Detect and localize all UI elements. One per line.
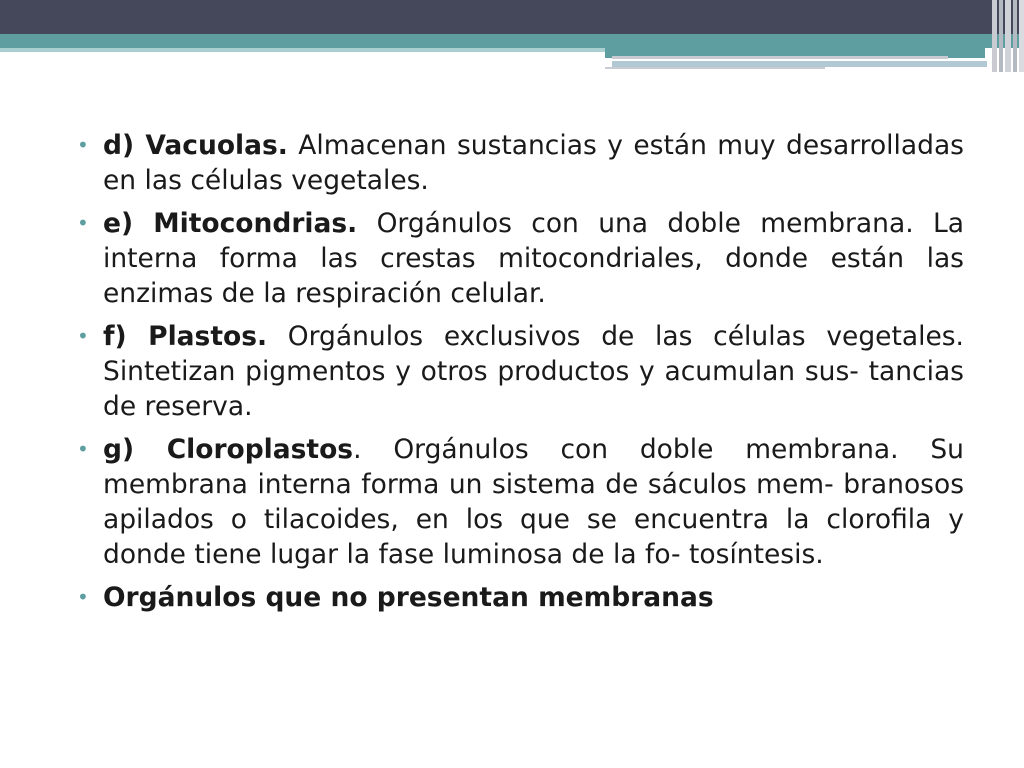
item-text: Orgánulos con una doble membrana. La interna forma las crestas mitocondriales, donde están las enzimas de la respiración celular. xyxy=(103,208,964,309)
list-item-plastos xyxy=(77,319,964,424)
item-heading: Orgánulos que no presentan membranas xyxy=(103,582,714,613)
bullet-icon: • xyxy=(77,437,89,461)
bullet-icon: • xyxy=(77,324,89,348)
header-accent-post xyxy=(1013,0,1017,72)
list-item-mitocondrias xyxy=(77,206,964,311)
header-accent-post xyxy=(992,0,997,72)
header-accent-line xyxy=(605,67,825,69)
header-accent-post xyxy=(999,0,1003,72)
bullet-icon: • xyxy=(77,133,89,157)
bullet-icon: • xyxy=(77,211,89,235)
list-item-sin-membranas xyxy=(77,580,964,615)
item-text: Almacenan sustancias y están muy desarrolladas en las células vegetales. xyxy=(103,130,964,196)
header-accent-band xyxy=(0,34,1024,48)
item-text: Orgánulos exclusivos de las células vegetales. Sintetizan pigmentos y otros productos y acumulan sus- tancias de reserva. xyxy=(103,321,964,422)
header-bar xyxy=(0,0,1024,34)
bullet-list xyxy=(77,128,964,623)
item-heading: f) Plastos. xyxy=(103,321,268,352)
list-item-vacuolas xyxy=(77,128,964,198)
bullet-icon: • xyxy=(77,585,89,609)
list-item-cloroplastos xyxy=(77,432,964,572)
item-heading: e) Mitocondrias. xyxy=(103,208,358,239)
item-text: . Orgánulos con doble membrana. Su membrana interna forma un sistema de sáculos mem- branosos apilados o tilacoides, en los que se encuentra la clorofila y donde tiene lugar la fase luminosa de la fo- tosíntesis. xyxy=(103,434,964,570)
header-accent-post xyxy=(1019,0,1024,72)
item-heading: g) Cloroplastos xyxy=(103,434,354,465)
header-accent-line xyxy=(0,48,605,52)
header-accent-line xyxy=(612,56,948,59)
item-heading: d) Vacuolas. xyxy=(103,130,288,161)
header-accent-post xyxy=(1005,0,1011,72)
